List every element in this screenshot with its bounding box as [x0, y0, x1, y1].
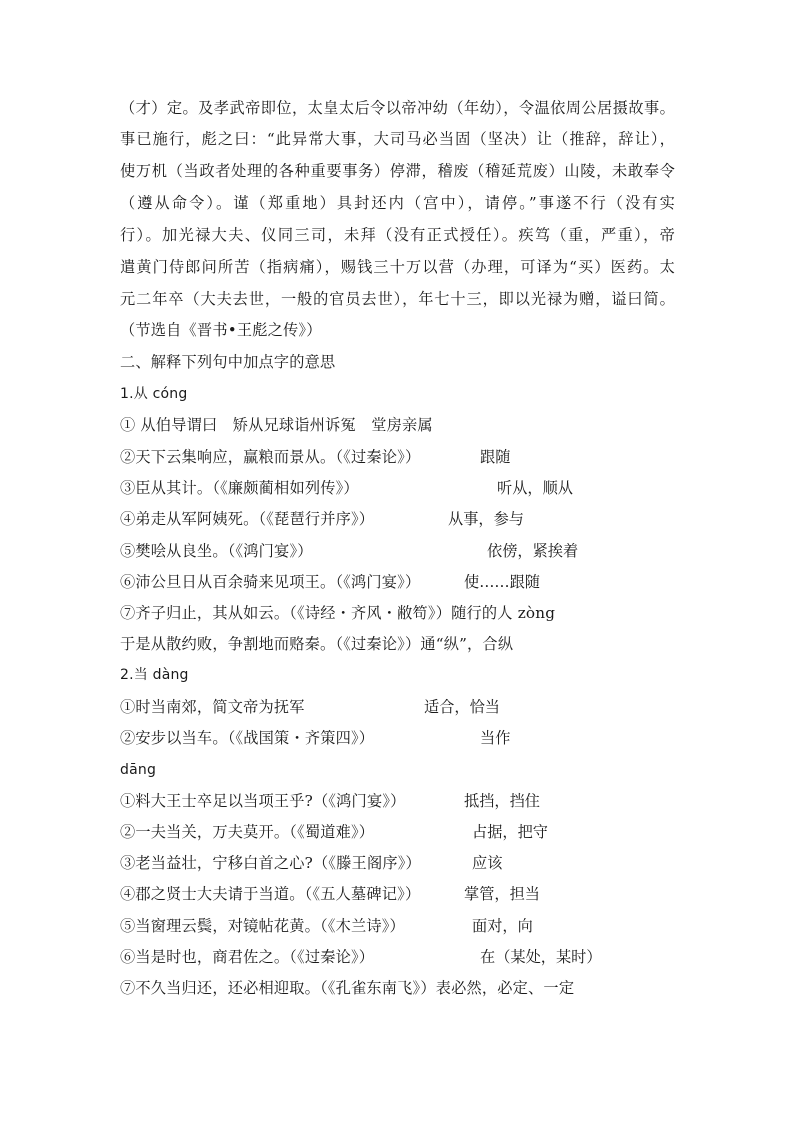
entry-heading-cong: 1.从 cóng [120, 386, 188, 402]
definition: 面对，向 [472, 917, 533, 935]
example-sentence: ⑤樊哙从良坐。（《鸿门宴》） [120, 542, 313, 560]
definition: 从事，参与 [448, 510, 524, 528]
passage-line: 元二年卒（大夫去世，一般的官员去世），年七十三，即以光禄为赠，谥曰简。 [120, 290, 675, 308]
example-sentence: ③老当益壮，宁移白首之心?（《滕王阁序》） [120, 854, 421, 872]
example-sentence: ③臣从其计。（《廉颇蔺相如列传》） [120, 479, 359, 497]
passage-line: （遵从命令）。谨（郑重地）具封还内（宫中），请停。”事遂不行（没有实 [120, 194, 675, 212]
passage-line: 行）。加光禄大夫、仪同三司，未拜（没有正式授任）。疾笃（重，严重），帝 [120, 226, 675, 244]
passage-line: 事已施行，彪之曰：“此异常大事，大司马必当固（坚决）让（推辞，辞让）， [120, 130, 675, 148]
definition: 抵挡，挡住 [464, 792, 540, 810]
example-sentence: ⑤当窗理云鬓，对镜帖花黄。（《木兰诗》） [120, 917, 405, 935]
definition: 当作 [480, 729, 511, 747]
definition: 占据，把守 [472, 823, 548, 841]
example-sentence: ⑥当是时也，商君佐之。（《过秦论》） [120, 948, 375, 966]
passage-line: 遣黄门侍郎问所苦（指病痛），赐钱三十万以营（办理，可译为“买）医药。太 [120, 258, 675, 276]
definition: 使……跟随 [464, 573, 540, 591]
example-sentence: ②天下云集响应，赢粮而景从。（《过秦论》） [120, 448, 421, 466]
definition: 跟随 [480, 448, 511, 466]
example-sentence: ①时当南郊，简文帝为抚军 [120, 698, 305, 716]
definition: 依傍，紧挨着 [487, 542, 579, 560]
example-sentence: ⑦不久当归还，还必相迎取。（《孔雀东南飞》）表必然，必定、一定 [120, 979, 575, 997]
pinyin-subheading: dāng [120, 762, 157, 778]
example-sentence: ① 从伯导谓曰 矫从兄球诣州诉冤 堂房亲属 [120, 416, 433, 434]
definition: 听从，顺从 [497, 479, 573, 497]
example-sentence: ⑦齐子归止，其从如云。（《诗经・齐风・敝笱》）随行的人 zòng [120, 604, 556, 622]
passage-source: （节选自《晋书•王彪之传》） [120, 321, 322, 339]
section-title: 二、解释下列句中加点字的意思 [120, 353, 336, 371]
definition: 应该 [472, 854, 503, 872]
example-sentence: ④郡之贤士大夫请于当道。（《五人墓碑记》） [120, 885, 421, 903]
entry-heading-dang: 2.当 dàng [120, 667, 189, 683]
example-sentence: ④弟走从军阿姨死。（《琵琶行并序》） [120, 510, 375, 528]
definition: 掌管，担当 [464, 885, 540, 903]
example-sentence: 于是从散约败，争割地而赂秦。（《过秦论》）通“纵”，合纵 [120, 635, 514, 653]
passage-line: 使万机（当政者处理的各种重要事务）停滞，稽废（稽延荒废）山陵，未敢奉令 [120, 162, 675, 180]
definition: 适合，恰当 [424, 698, 500, 716]
example-sentence: ②一夫当关，万夫莫开。（《蜀道难》） [120, 823, 375, 841]
example-sentence: ①料大王士卒足以当项王乎?（《鸿门宴》） [120, 792, 406, 810]
example-sentence: ②安步以当车。（《战国策・齐策四》） [120, 729, 375, 747]
passage-line: （才）定。及孝武帝即位，太皇太后令以帝冲幼（年幼），令温依周公居摄故事。 [120, 99, 675, 117]
example-sentence: ⑥沛公旦日从百余骑来见项王。（《鸿门宴》） [120, 573, 421, 591]
definition: 在（某处，某时） [480, 948, 602, 966]
